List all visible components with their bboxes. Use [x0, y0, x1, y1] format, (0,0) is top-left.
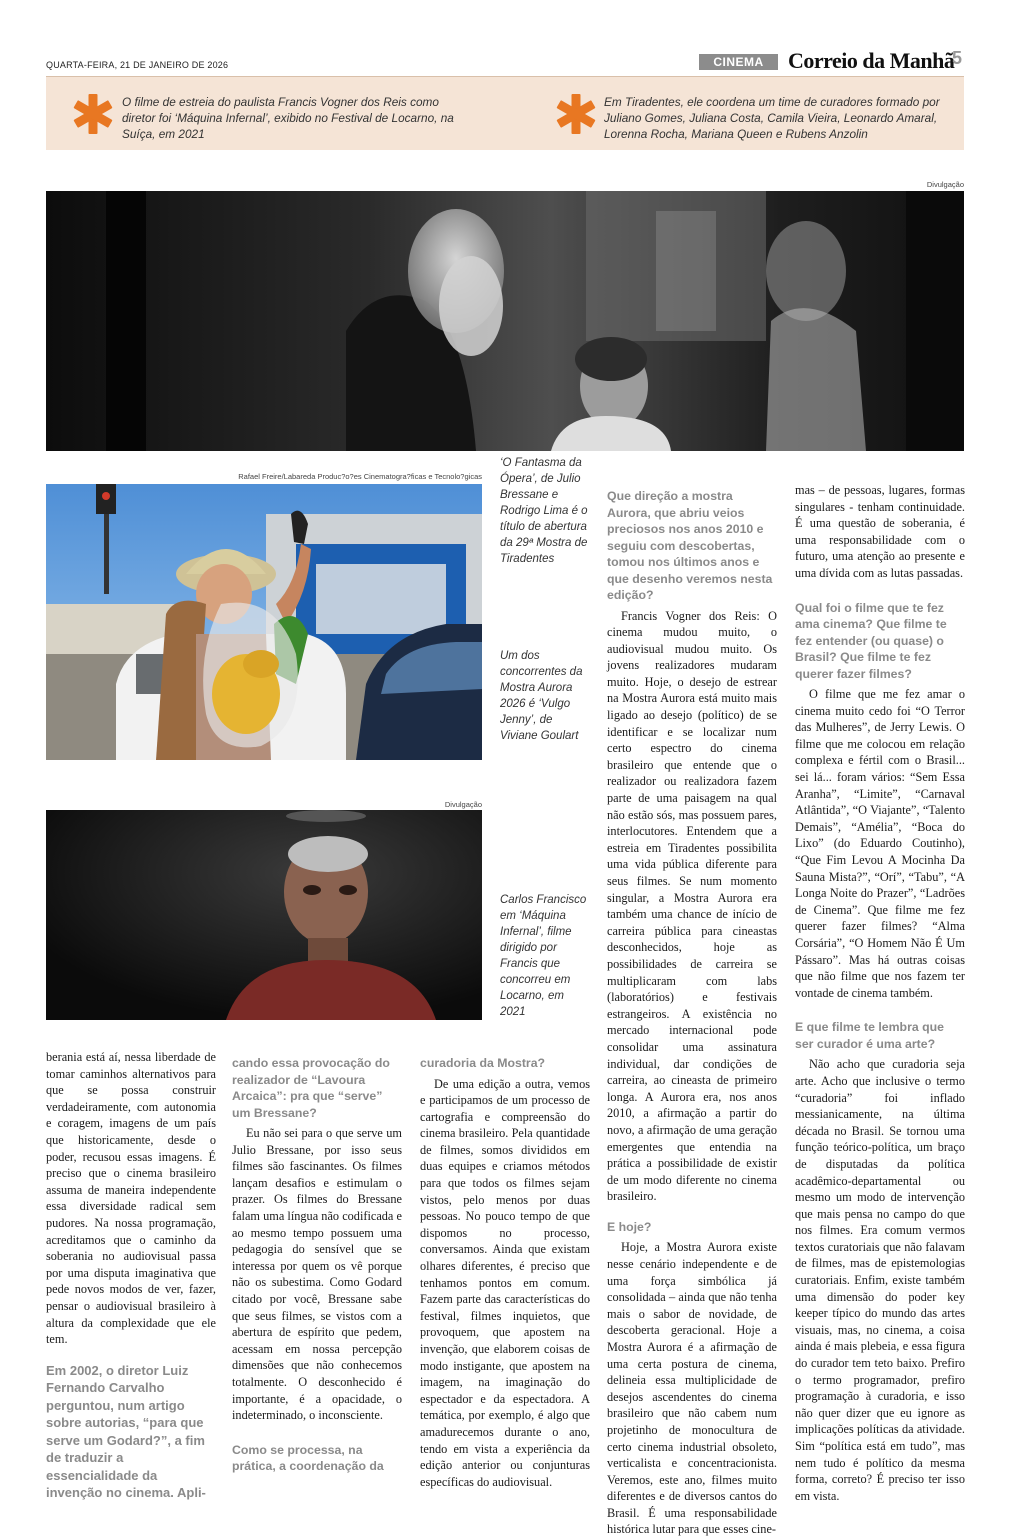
- photo-credit: Divulgação: [444, 800, 482, 809]
- caption-fantasma: ‘O Fantasma da Ópera’, de Julio Bressane e Rodrigo Lima é o título de abertura da 29ª Mostra de Tiradentes: [500, 457, 588, 565]
- photo-vulgo-jenny: [46, 484, 482, 760]
- highlight-text-1: O filme de estreia do paulista Francis Vogner dos Reis como diretor foi ‘Máquina Infernal’, exibido no Festival de Locarno, na Suíça, em 2021: [122, 95, 454, 141]
- interview-question: curadoria da Mostra?: [420, 1056, 546, 1070]
- photo-maquina-infernal: [46, 810, 482, 1020]
- interview-question: E que filme te lembra que ser curador é uma arte?: [795, 1020, 944, 1051]
- interview-answer: Não acho que curadoria seja arte. Acho que inclusive o termo “curadoria” foi inflado messianicamente, na última década no Brasil. Se tornou uma função teórico-política, um braço de disputadas da política acadêmico-departamental ou mesmo um modo de intervenção que mais pensa no campo do que nos filmes. Era comum vermos textos curatoriais que não falavam de filmes, mas de epistemologias curatoriais. Enfim, existe também uma dimensão do poder key keeper típico do mundo das artes visuais, mas, no cinema, a coisa ainda é mais plebeia, e essa figura do curador tem teto baixo. Prefiro o termo programador, prefiro programação à curadoria, e isso não quer dizer que eu ignore as implicações políticas da atividade. Sim “política está em tudo”, mas nem tudo é político da mesma forma, correto? É preciso ter isso em vista.: [795, 1057, 965, 1503]
- article-column-3: [607, 488, 777, 1538]
- interview-question: E hoje?: [607, 1219, 652, 1234]
- caption-maquina-infernal: Carlos Francisco em ‘Máquina Infernal’, filme dirigido por Francis que concorreu em Locarno, em 2021: [500, 894, 587, 1018]
- interview-answer: Hoje, a Mostra Aurora existe nesse cenário independente e de uma força simbólica já consolidada – ainda que não tenha mais o sabor de novidade, de descoberta geracional. Hoje a Mostra Aurora é a afirmação de uma certa postura de cinema, delineia essa multiplicidade de desejos ascendentes do cinema brasileiro que não cabem num projetinho de monocultura de certo cinema industrial obsoleto, verticalista e concentracionista. Veremos, este ano, filmes muito diferentes e de diversos cantos do Brasil. É uma responsabilidade histórica lutar para que esses cine-: [607, 1240, 777, 1537]
- asterisk-icon: [555, 93, 597, 135]
- interview-question: Que direção a mostra Aurora, que abriu veios preciosos nos anos 2010 e seguiu com descobertas, tomou nos últimos anos e que desenho veremos nesta edição?: [607, 489, 773, 602]
- interview-answer: berania está aí, nessa liberdade de tomar caminhos alternativos para que se possa construir verdadeiramente, com autonomia e coragem, imagens de um país que historicamente, desde o poder, recusou essas imagens. É preciso que o cinema brasileiro assuma de maneira independente essa diversidade radical sem pudores. Na nossa programação, acreditamos que o caminho da soberania no audiovisual passa por uma disputa imaginativa que pede novos modos de ver, fazer, pensar o audiovisual brasileiro à altura da complexidade que ele tem.: [46, 1050, 216, 1347]
- interview-answer: Eu não sei para o que serve um Julio Bressane, por isso seus filmes são fascinantes. Os filmes lançam desafios e estimulam o prazer. Os filmes do Bressane falam uma língua não codificada e ao mesmo tempo possuem uma pedagogia do sensível que se interessa por quem os vê porque não os subestima. Como Godard citado por você, Bressane sabe que seus filmes, se vistos com a abertura de espírito que pedem, acessam em nossa percepção dimensões que não conhecemos totalmente. O desconhecido é importante, é a opacidade, o indeterminado, o inconsciente.: [232, 1126, 402, 1423]
- article-column-2b: [420, 1055, 590, 1490]
- asterisk-icon: [72, 93, 114, 135]
- edition-date: QUARTA-FEIRA, 21 DE JANEIRO DE 2026: [46, 60, 229, 70]
- article-column-4: [795, 482, 965, 1504]
- interview-answer: O filme que me fez amar o cinema muito cedo foi “O Terror das Mulheres”, de Jerry Lewis. O filme que me colocou em relação complexa e fértil com o Brasil... sei lá... foram vários: “Sem Essa Aranha”, “Limite”, “Carnaval Atlântida”, “O Viajante”, “Talento Demais”, “Amélia”, “Boca do Lixo” (do Eduardo Coutinho), “Que Fim Levou A Mocinha Da Sauna Mista?”, “Orí”, “Tabu”, “A Longa Noite do Prazer”, “Ladrões de Cinema”. Que filme me fez querer fazer filmes? “Alma Corsária”, “O Homem Não É Um Pássaro”. Mas há outras coisas que não filme que nos fazem ter vontade de cinema também.: [795, 687, 965, 1000]
- section-tag: CINEMA: [699, 54, 778, 70]
- interview-question: Como se processa, na prática, a coordenação da: [232, 1442, 384, 1474]
- photo-credit: Divulgação: [926, 180, 964, 189]
- caption-vulgo-jenny: Um dos concorrentes da Mostra Aurora 2026 é ‘Vulgo Jenny’, de Viviane Goulart: [500, 650, 583, 742]
- interview-answer: De uma edição a outra, vemos e participamos de um processo de cartografia e compreensão do cinema brasileiro. Pela quantidade de filmes, somos divididos em duas equipes e criamos métodos para que todos os filmes sejam vistos, pelo menos por duas pessoas. No pouco tempo de que dispomos no processo, conversamos. Ainda que existam olhares diferentes, é preciso que tenhamos pontos em comum. Fazem parte das características do festival, filmes inquietos, que provoquem, que apostem na invenção, que elaborem coisas de modo instigante, que apostem na imagem, na imaginação do espectador e da espectadora. A temática, por exemplo, é algo que amadurecemos durante o ano, tendo em vista a experiência da edição anterior ou conjunturas específicas do audiovisual.: [420, 1076, 590, 1489]
- highlight-text-2: Em Tiradentes, ele coordena um time de curadores formado por Juliano Gomes, Juliana Costa, Camila Vieira, Leonardo Amaral, Lorenna Rocha, Mariana Queen e Rubens Anzolin: [604, 95, 940, 141]
- article-column-1: [46, 1049, 216, 1502]
- interview-answer: mas – de pessoas, lugares, formas singulares - tenham continuidade. É uma questão de soberania, é uma responsabilidade com o futuro, uma atenção ao presente e uma dívida com as lutas passadas.: [795, 483, 965, 580]
- interview-answer: Francis Vogner dos Reis: O cinema mudou muito, o audiovisual mudou muito. Os jovens realizadores mudaram muito. Hoje, o desejo de estrear na Mostra Aurora está muito mais ligado ao desejo (político) de se identificar e se localizar num certo espectro do cinema brasileiro que entende que o realizador ou realizadora fazem parte de uma paisagem na qual não estão sós, mas possuem pares, interlocutores. Entendem que a estreia em Tiradentes possibilita uma vida pública diferente para seus filmes. Se num momento singular, a Mostra Aurora era também uma chance de início de carreira pública para cineastas desconhecidos, hoje as possibilidades de carreira se multiplicaram com labs (laboratórios) e festivais estrangeiros. A existência no mercado internacional pode consolidar uma assinatura individual, dar condições de carreira, ao cineasta de primeiro longa. A Aurora era, nos anos 2010, a afirmação a partir do novo, a afirmação de uma geração emergentes que entendia na prática a possibilidade de existir de um modo diferente no cinema brasileiro.: [607, 608, 777, 1204]
- article-column-2: [232, 1055, 402, 1479]
- highlight-band: [46, 76, 964, 150]
- interview-question: Qual foi o filme que te fez ama cinema? Que filme te fez entender (ou quase) o Brasil? Que filme te fez querer fazer filmes?: [795, 600, 947, 681]
- newspaper-title: Correio da Manhã: [788, 48, 955, 73]
- article-lead: Em 2002, o diretor Luiz Fernando Carvalho perguntou, num artigo sobre autorias, “para que serve um Godard?”, a fim de traduzir a essencialidade da invenção no cinema. Apli-: [46, 1362, 206, 1501]
- photo-credit: Rafael Freire/Labareda Produc?o?es Cinematogra?ficas e Tecnolo?gicas: [238, 472, 482, 481]
- page-number: 5: [952, 48, 963, 68]
- photo-fantasma-da-opera: [46, 191, 964, 451]
- interview-question: cando essa provocação do realizador de “Lavoura Arcaica”: pra que “serve” um Bressane?: [232, 1056, 390, 1120]
